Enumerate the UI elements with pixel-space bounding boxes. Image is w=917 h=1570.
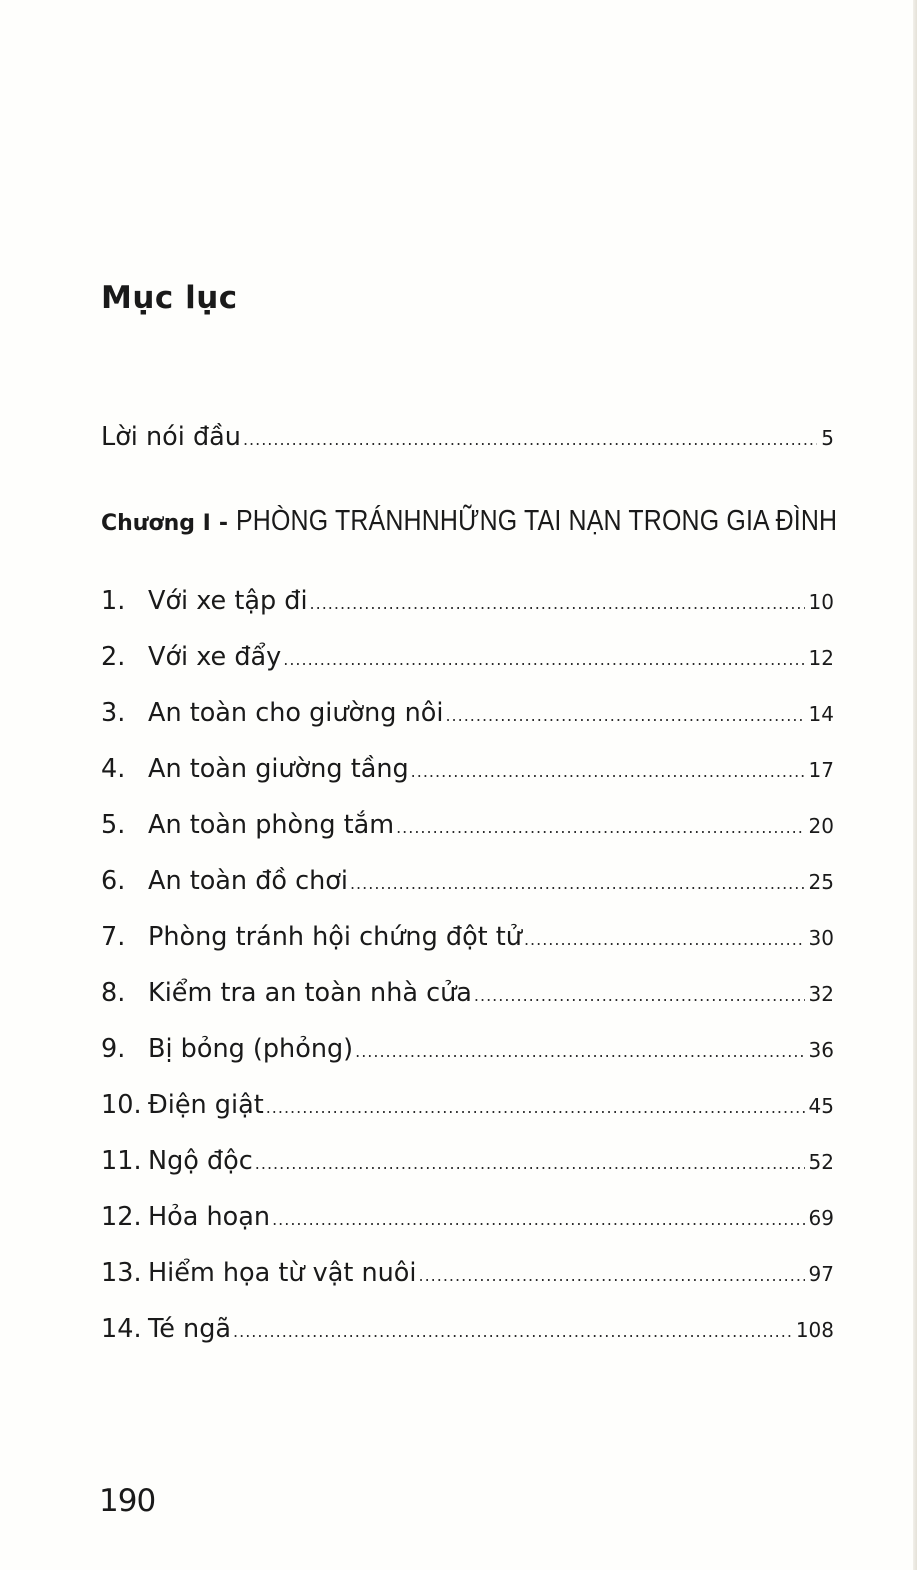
toc-label: Lời nói đầu: [101, 422, 241, 452]
dot-leader: [474, 986, 805, 1005]
toc-number: 7.: [101, 922, 126, 952]
toc-number: 14.: [101, 1314, 142, 1344]
dot-leader: [233, 1322, 792, 1341]
dot-leader: [419, 1266, 805, 1285]
toc-row: [101, 866, 834, 896]
toc-number: 9.: [101, 1034, 126, 1064]
toc-page: 69: [808, 1206, 834, 1230]
toc-label: Điện giật: [148, 1090, 264, 1120]
dot-leader: [255, 1154, 805, 1173]
toc-row: [101, 1034, 834, 1064]
toc-page: 25: [808, 870, 834, 894]
dot-leader: [411, 762, 805, 781]
toc-number: 2.: [101, 642, 126, 672]
dot-leader: [310, 594, 805, 613]
toc-row: [101, 922, 834, 952]
page-number: 190: [99, 1483, 156, 1519]
toc-row: [101, 698, 834, 728]
toc-label: An toàn đồ chơi: [148, 866, 348, 896]
toc-number: 3.: [101, 698, 126, 728]
page-edge-shadow: [913, 0, 917, 1570]
toc-page: 108: [795, 1318, 834, 1342]
toc-label: Phòng tránh hội chứng đột tử: [148, 922, 522, 952]
toc-label: An toàn phòng tắm: [148, 810, 395, 840]
chapter-label: Chương I: [101, 511, 211, 536]
toc-label: Bị bỏng (phỏng): [148, 1034, 354, 1064]
dot-leader: [396, 818, 804, 837]
dot-leader: [243, 430, 817, 449]
toc-label: Với xe tập đi: [148, 586, 308, 616]
dot-leader: [445, 706, 804, 725]
toc-row: [101, 642, 834, 672]
chapter-title: PHÒNG TRÁNHNHỮNG TAI NẠN TRONG GIA ĐÌNH: [235, 505, 838, 537]
toc-page: 14: [808, 702, 834, 726]
toc-page: 32: [808, 982, 834, 1006]
toc-page: 97: [808, 1262, 834, 1286]
toc-label: An toàn giường tầng: [148, 754, 409, 784]
toc-number: 5.: [101, 810, 126, 840]
toc-row: [101, 1258, 834, 1288]
page-title: Mục lục: [101, 280, 238, 316]
toc-number: 8.: [101, 978, 126, 1008]
toc-page: 30: [808, 926, 834, 950]
toc-row: [101, 1090, 834, 1120]
toc-number: 11.: [101, 1146, 142, 1176]
toc-row: [101, 1314, 834, 1344]
toc-number: 1.: [101, 586, 126, 616]
toc-label: An toàn cho giường nôi: [148, 698, 444, 728]
dot-leader: [524, 930, 805, 949]
toc-label: Với xe đẩy: [148, 642, 282, 672]
toc-row: [101, 810, 834, 840]
chapter-separator: -: [218, 511, 228, 536]
dot-leader: [283, 650, 804, 669]
dot-leader: [350, 874, 805, 893]
toc-row: [101, 1146, 834, 1176]
toc-label: Hiểm họa từ vật nuôi: [148, 1258, 417, 1288]
toc-row-preface: [101, 422, 834, 452]
toc-page: 20: [808, 814, 834, 838]
toc-row: [101, 754, 834, 784]
toc-page: 10: [808, 590, 834, 614]
toc-number: 4.: [101, 754, 126, 784]
toc-label: Té ngã: [148, 1314, 232, 1344]
toc-page: 45: [808, 1094, 834, 1118]
toc-row: [101, 586, 834, 616]
toc-label: Hỏa hoạn: [148, 1202, 271, 1232]
toc-number: 6.: [101, 866, 126, 896]
chapter-heading: [101, 505, 917, 538]
toc-number: 10.: [101, 1090, 142, 1120]
dot-leader: [355, 1042, 804, 1061]
toc-row: [101, 1202, 834, 1232]
toc-page: 17: [808, 758, 834, 782]
dot-leader: [272, 1210, 804, 1229]
toc-page: 52: [808, 1150, 834, 1174]
toc-number: 12.: [101, 1202, 142, 1232]
toc-label: Ngộ độc: [148, 1146, 253, 1176]
toc-row: [101, 978, 834, 1008]
dot-leader: [266, 1098, 805, 1117]
toc-page: 36: [808, 1038, 834, 1062]
toc-page: 12: [808, 646, 834, 670]
toc-number: 13.: [101, 1258, 142, 1288]
toc-page: 5: [821, 426, 834, 450]
toc-label: Kiểm tra an toàn nhà cửa: [148, 978, 472, 1008]
